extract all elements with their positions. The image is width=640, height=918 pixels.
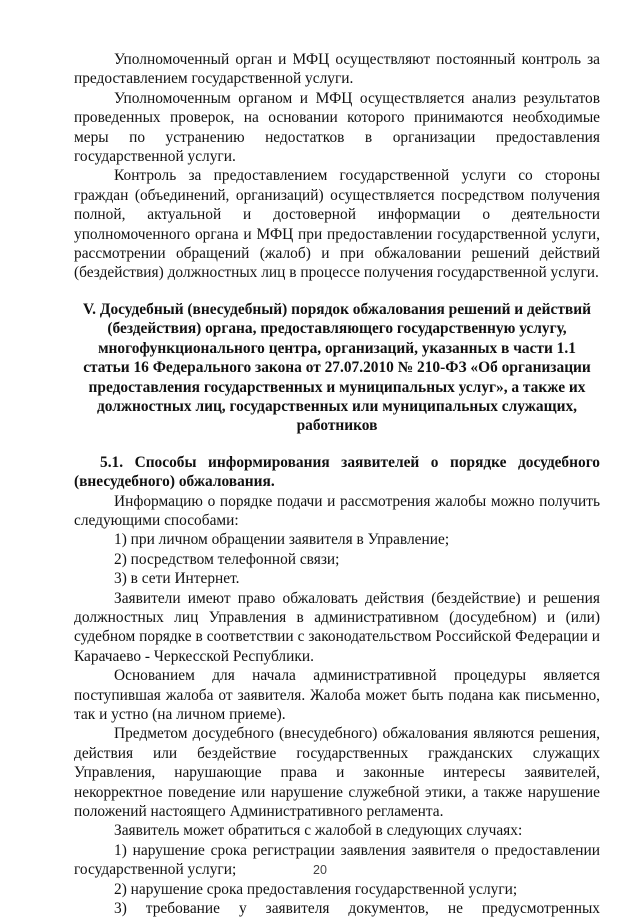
paragraph-subject: Предметом досудебного (внесудебного) обжалования являются решения, действия или бездействие государственных гражданских служащих Управления, нарушающие права и законные интересы заявителей, некорректное поведение или нарушение служебной этики, а также нарушение положений настоящего Административного регламента. bbox=[74, 725, 600, 821]
list-item-way-3: 3) в сети Интернет. bbox=[114, 570, 240, 588]
subsection-title: 5.1. Способы информирования заявителей о порядке досудебного (внесудебного) обжалования. bbox=[74, 453, 600, 491]
paragraph-right-to-appeal: Заявители имеют право обжаловать действия (бездействие) и решения должностных лиц Управления в административном (досудебном) и (или) судебном порядке в соответствии с законодательством Российской Федерации и Карачаево - Черкесской Республики. bbox=[74, 589, 600, 665]
page-content bbox=[74, 50, 600, 918]
list-item-way-1: 1) при личном обращении заявителя в Управление; bbox=[114, 531, 450, 549]
list-item-case-1: 1) нарушение срока регистрации заявления заявителя о предоставлении государственной услуги; bbox=[74, 841, 600, 879]
page-number: 20 bbox=[313, 863, 327, 877]
spacer bbox=[74, 283, 600, 300]
section-title: V. Досудебный (внесудебный) порядок обжалования решений и действий (бездействия) органа, предоставляющего государственную услугу, многофункционального центра, организаций, указанных в части 1.1 статьи 16 Федерального закона от 27.07.2010 № 210-ФЗ «Об организации предоставления государственных и муниципальных услуг», а также их должностных лиц, государственных или муниципальных служащих, работников bbox=[83, 300, 591, 435]
spacer bbox=[74, 436, 600, 453]
paragraph-intro: Информацию о порядке подачи и рассмотрения жалобы можно получить следующими способами: bbox=[74, 492, 600, 529]
paragraph-citizen-control: Контроль за предоставлением государственной услуги со стороны граждан (объединений, организаций) осуществляется посредством получения полной, актуальной и достоверной информации о деятельности уполномоченного органа и МФЦ при предоставлении государственной услуги, рассмотрении обращений (жалоб) и при обжаловании решений действий (бездействия) должностных лиц в процессе получения государственной услуги. bbox=[74, 167, 600, 282]
paragraph-control: Уполномоченный орган и МФЦ осуществляют постоянный контроль за предоставлением государственной услуги. bbox=[74, 51, 600, 88]
paragraph-cases-intro: Заявитель может обратиться с жалобой в следующих случаях: bbox=[114, 822, 523, 840]
list-item-case-2: 2) нарушение срока предоставления государственной услуги; bbox=[114, 880, 518, 898]
list-item-way-2: 2) посредством телефонной связи; bbox=[114, 550, 340, 568]
paragraph-analysis: Уполномоченным органом и МФЦ осуществляется анализ результатов проведенных проверок, на основании которого принимаются необходимые меры по устранению недостатков в организации предоставления государственной услуги. bbox=[74, 89, 600, 166]
list-item-case-3: 3) требование у заявителя документов, не предусмотренных bbox=[114, 900, 600, 918]
paragraph-basis: Основанием для начала административной процедуры является поступившая жалоба от заявителя. Жалоба может быть подана как письменно, так и устно (на личном приеме). bbox=[74, 667, 600, 723]
